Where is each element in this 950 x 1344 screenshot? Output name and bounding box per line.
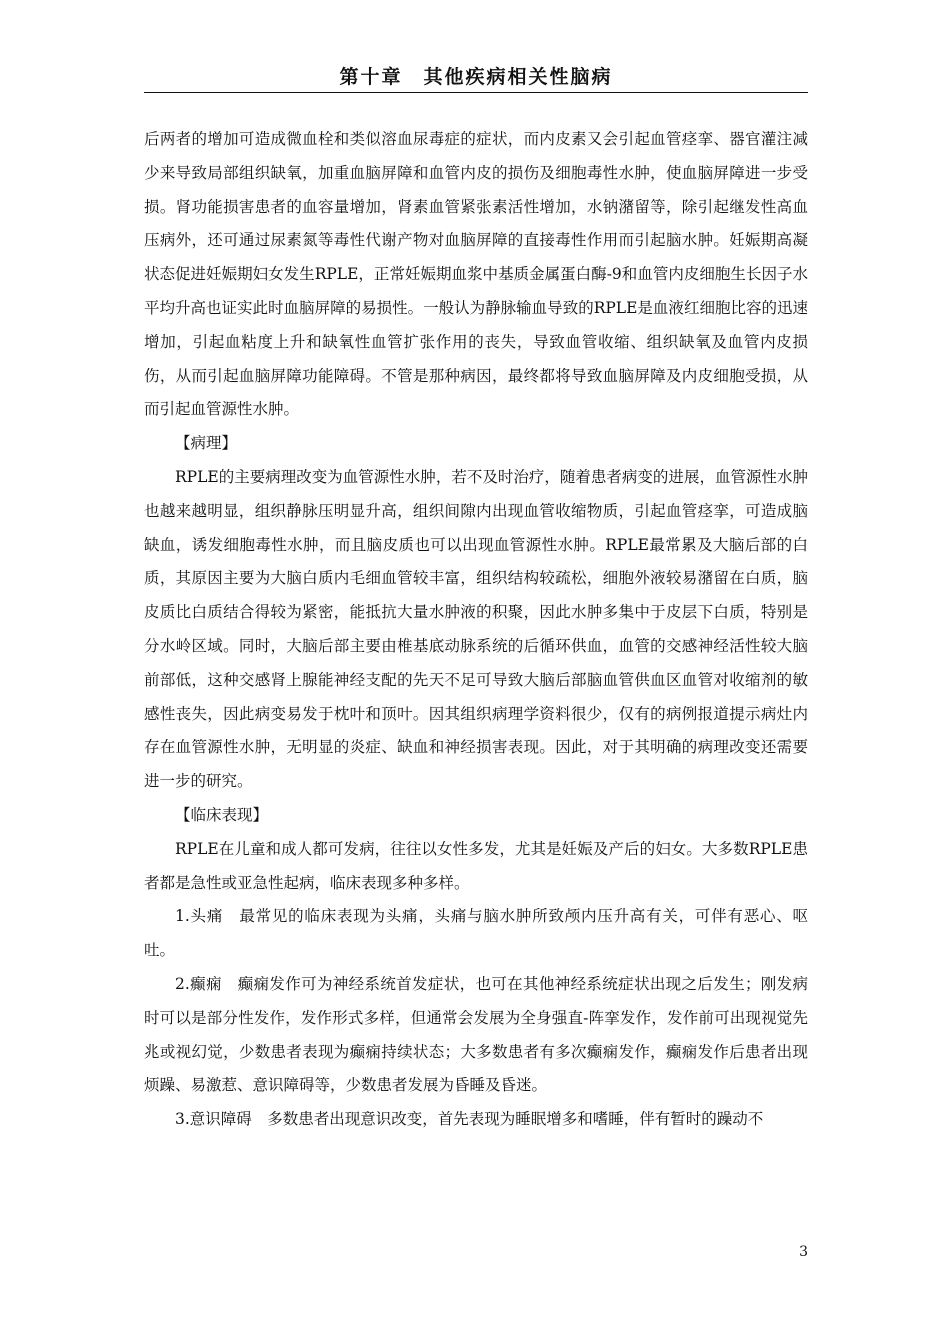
body-text [144, 123, 808, 1137]
paragraph-pathology: RPLE的主要病理改变为血管源性水肿，若不及时治疗，随着患者病变的进展，血管源性水肿也越来越明显，组织静脉压明显升高，组织间隙内出现血管收缩物质，引起血管痉挛，可造成脑缺血，诱发细胞毒性水肿，而且脑皮质也可以出现血管源性水肿。RPLE最常累及大脑后部的白质，其原因主要为大脑白质内毛细血管较丰富，组织结构较疏松，细胞外液较易潴留在白质，脑皮质比白质结合得较为紧密，能抵抗大量水肿液的积聚，因此水肿多集中于皮层下白质，特别是分水岭区域。同时，大脑后部主要由椎基底动脉系统的后循环供血，血管的交感神经活性较大脑前部低，这种交感肾上腺能神经支配的先天不足可导致大脑后部脑血管供血区血管对收缩剂的敏感性丧失，因此病变易发于枕叶和顶叶。因其组织病理学资料很少，仅有的病例报道提示病灶内存在血管源性水肿，无明显的炎症、缺血和神经损害表现。因此，对于其明确的病理改变还需要进一步的研究。 [144, 467, 808, 791]
header-divider [144, 92, 808, 93]
chapter-title: 第十章 其他疾病相关性脑病 [339, 66, 613, 88]
section-heading-pathology: 【病理】 [175, 434, 238, 453]
paragraph-clinical-intro: RPLE在儿童和成人都可发病，往往以女性多发，尤其是妊娠及产后的妇女。大多数RPLE患者都是急性或亚急性起病，临床表现多种多样。 [144, 839, 808, 892]
section-heading-clinical: 【临床表现】 [175, 805, 269, 824]
list-item-epilepsy: 2.癫痫 癫痫发作可为神经系统首发症状，也可在其他神经系统症状出现之后发生；刚发病时可以是部分性发作，发作形式多样，但通常会发展为全身强直-阵挛发作，发作前可出现视觉先兆或视幻觉，少数患者表现为癫痫持续状态；大多数患者有多次癫痫发作，癫痫发作后患者出现烦躁、易激惹、意识障碍等，少数患者发展为昏睡及昏迷。 [144, 974, 808, 1095]
list-item-headache: 1.头痛 最常见的临床表现为头痛，头痛与脑水肿所致颅内压升高有关，可伴有恶心、呕吐。 [144, 907, 808, 960]
list-item-consciousness: 3.意识障碍 多数患者出现意识改变，首先表现为睡眠增多和嗜睡，伴有暂时的躁动不 [175, 1110, 764, 1129]
paragraph-continuation: 后两者的增加可造成微血栓和类似溶血尿毒症的症状，而内皮素又会引起血管痉挛、器官灌注减少来导致局部组织缺氧，加重血脑屏障和血管内皮的损伤及细胞毒性水肿，使血脑屏障进一步受损。肾功能损害患者的血容量增加，肾素血管紧张素活性增加，水钠潴留等，除引起继发性高血压病外，还可通过尿素氮等毒性代谢产物对血脑屏障的直接毒性作用而引起脑水肿。妊娠期高凝状态促进妊娠期妇女发生RPLE，正常妊娠期血浆中基质金属蛋白酶-9和血管内皮细胞生长因子水平均升高也证实此时血脑屏障的易损性。一般认为静脉输血导致的RPLE是血液红细胞比容的迅速增加，引起血粘度上升和缺氧性血管扩张作用的丧失，导致血管收缩、组织缺氧及血管内皮损伤，从而引起血脑屏障功能障碍。不管是那种病因，最终都将导致血脑屏障及内皮细胞受损，从而引起血管源性水肿。 [144, 130, 808, 419]
page-number: 3 [799, 1244, 808, 1260]
